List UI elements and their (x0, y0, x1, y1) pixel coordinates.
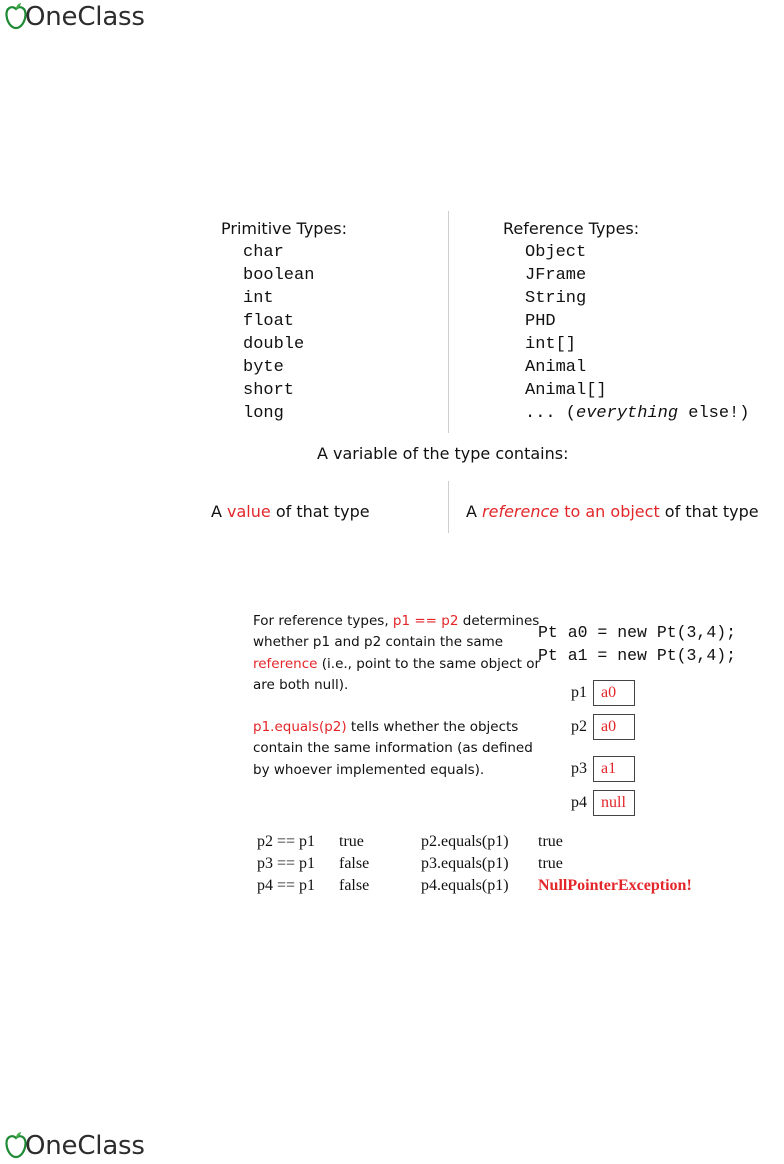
to-an-object-highlight: to an object (559, 502, 660, 521)
text-fragment: A (466, 502, 483, 521)
primitive-types-list (243, 241, 314, 425)
pointer-row-p3 (571, 756, 635, 782)
primitive-type-item: char (243, 243, 284, 262)
brand-logo-top (3, 2, 145, 30)
reference-type-item: JFrame (525, 266, 587, 285)
else-suffix: else!) (678, 404, 750, 423)
reference-highlight: reference (482, 502, 560, 521)
variable-contains-heading: A variable of the type contains: (317, 444, 569, 463)
text-fragment: determines whether p1 and p2 contain the same (253, 613, 540, 651)
brand-name: OneClass (25, 2, 145, 32)
text-fragment: tells whether the objects contain the same information (as defined by whoever implemented equals). (253, 719, 533, 778)
primitive-type-item: int (243, 289, 274, 308)
pointer-value-box: null (593, 790, 635, 816)
brand-name: OneClass (25, 1131, 145, 1161)
reference-types-list (525, 241, 749, 425)
comparison-expr: p3 == p1 (257, 855, 316, 872)
reference-types-heading: Reference Types: (503, 219, 640, 238)
reference-type-item: PHD (525, 312, 556, 331)
comparison-result: true (339, 833, 364, 850)
pointer-name: p2 (571, 718, 587, 735)
code-line-a0: Pt a0 = new Pt(3,4); (538, 623, 737, 642)
equals-expr: p2.equals(p1) (421, 833, 509, 850)
primitive-type-item: short (243, 381, 295, 400)
primitive-type-item: byte (243, 358, 284, 377)
equals-result: true (538, 833, 563, 850)
text-fragment: of that type (659, 502, 759, 521)
null-pointer-exception: NullPointerException! (538, 877, 692, 894)
pointer-name: p1 (571, 684, 587, 701)
comparison-expr: p2 == p1 (257, 833, 316, 850)
pointer-value-box: a0 (593, 680, 635, 706)
equality-explanation (253, 611, 543, 781)
types-divider (448, 211, 449, 433)
reference-type-item: String (525, 289, 587, 308)
equals-expr: p3.equals(p1) (421, 855, 509, 872)
value-highlight: value (227, 502, 271, 521)
equals-result: true (538, 855, 563, 872)
text-fragment: For reference types, (253, 613, 393, 629)
code-line-a1: Pt a1 = new Pt(3,4); (538, 646, 737, 665)
reference-equality-paragraph (253, 611, 543, 696)
pointer-row-p1 (571, 680, 635, 706)
ellipsis-prefix: ... ( (525, 404, 577, 423)
comparison-expr: p4 == p1 (257, 877, 316, 894)
primitive-type-item: double (243, 335, 305, 354)
reference-word-highlight: reference (253, 655, 318, 672)
pointer-row-p2 (571, 714, 635, 740)
text-fragment: (i.e., point to the same object or are both null). (253, 655, 541, 693)
primitive-types-heading: Primitive Types: (221, 219, 348, 238)
reference-type-item-everything-else (525, 402, 749, 425)
brand-logo-bottom (3, 1131, 145, 1159)
primitive-type-item: float (243, 312, 295, 331)
everything-emphasis: everything (576, 404, 679, 423)
comparison-result: false (339, 877, 370, 894)
text-fragment: of that type (270, 502, 370, 521)
pointer-value-box: a1 (593, 756, 635, 782)
reference-to-object-text (466, 502, 759, 521)
p1-eq-p2-highlight: p1 == p2 (392, 613, 459, 629)
reference-type-item: Object (525, 243, 587, 262)
primitive-type-item: boolean (243, 266, 315, 285)
pointer-name: p4 (571, 794, 587, 811)
comparison-result: false (339, 855, 370, 872)
variable-divider (448, 481, 449, 533)
equals-expr: p4.equals(p1) (421, 877, 509, 894)
primitive-type-item: long (243, 404, 284, 423)
pointer-value-box: a0 (593, 714, 635, 740)
pointer-name: p3 (571, 760, 587, 777)
reference-type-item: Animal[] (525, 381, 607, 400)
text-fragment: A (211, 502, 228, 521)
reference-type-item: int[] (525, 335, 577, 354)
reference-type-item: Animal (525, 358, 587, 377)
pointer-row-p4 (571, 790, 635, 816)
equals-call-highlight: p1.equals(p2) (253, 719, 347, 736)
equals-method-paragraph (253, 717, 543, 781)
value-of-type-text (211, 502, 370, 521)
